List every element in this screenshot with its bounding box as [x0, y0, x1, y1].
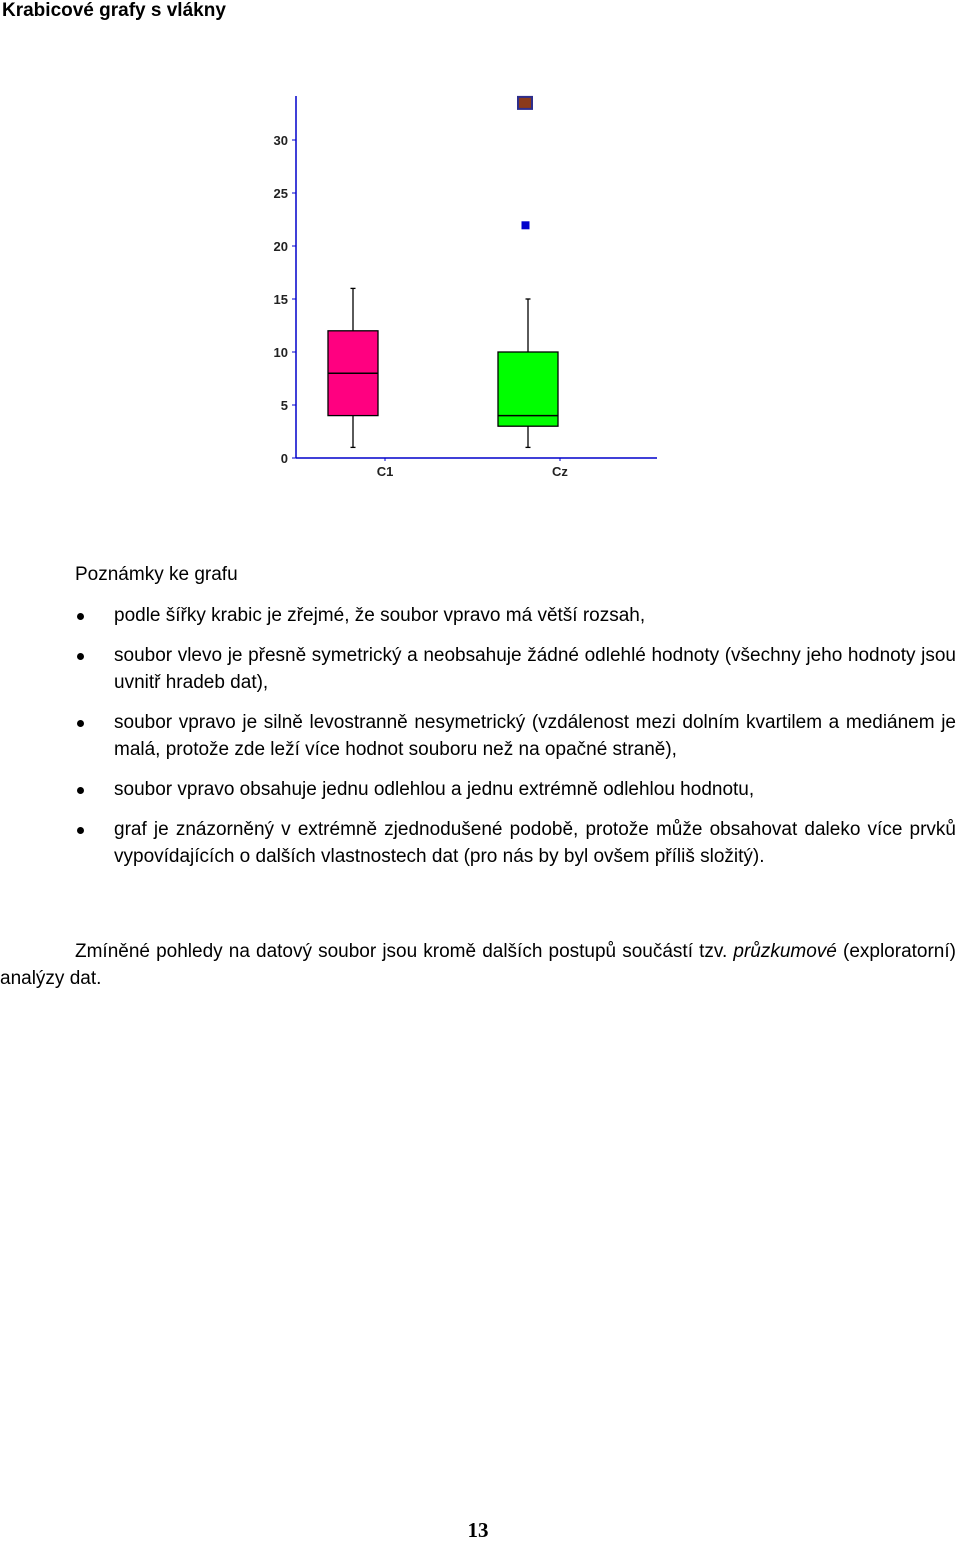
boxplot-chart: [0, 0, 960, 520]
outliers: [518, 97, 532, 229]
outlier-marker: [522, 222, 529, 229]
page-number: 13: [467, 1518, 489, 1542]
bullet-icon: [77, 653, 84, 660]
list-item: [0, 642, 960, 696]
list-item: [0, 816, 960, 870]
list-item: [0, 776, 960, 803]
y-axis: [274, 96, 296, 466]
bullet-icon: [77, 720, 84, 727]
boxes: [328, 288, 558, 447]
bullet-icon: [77, 787, 84, 794]
x-axis: [296, 458, 657, 479]
closing-emphasis: průzkumové: [733, 941, 837, 962]
closing-paragraph: [0, 938, 956, 992]
y-tick-label: 10: [273, 345, 288, 360]
list-item-text: soubor vpravo je silně levostranně nesymetrický (vzdálenost mezi dolním kvartilem a mediánem je malá, protože zde leží více hodnot souboru než na opačné straně),: [114, 712, 956, 760]
list-item: [0, 709, 960, 763]
list-item-text: soubor vlevo je přesně symetrický a neobsahuje žádné odlehlé hodnoty (všechny jeho hodnoty jsou uvnitř hradeb dat),: [114, 645, 956, 693]
list-item-text: graf je znázorněný v extrémně zjednodušené podobě, protože může obsahovat daleko více prvků vypovídajících o dalších vlastnostech dat (pro nás by byl ovšem příliš složitý).: [114, 819, 956, 867]
notes-list: [0, 602, 960, 883]
notes-heading: Poznámky ke grafu: [75, 564, 238, 585]
extreme-outlier-marker: [518, 97, 532, 109]
x-tick-label: C1: [376, 464, 394, 479]
y-tick-label: 25: [273, 186, 288, 201]
y-tick-label: 0: [280, 451, 288, 466]
bullet-icon: [77, 613, 84, 620]
bullet-icon: [77, 827, 84, 834]
y-tick-label: 15: [273, 292, 288, 307]
section-title: Krabicové grafy s vlákny: [2, 0, 226, 21]
list-item-text: soubor vpravo obsahuje jednu odlehlou a jednu extrémně odlehlou hodnotu,: [114, 779, 755, 800]
y-tick-label: 20: [273, 239, 288, 254]
list-item: [0, 602, 960, 629]
closing-text: Zmíněné pohledy na datový soubor jsou kromě dalších postupů součástí tzv.: [75, 941, 734, 962]
closing-text-end: (exploratorní) analýzy dat.: [0, 941, 956, 989]
list-item-text: podle šířky krabic je zřejmé, že soubor vpravo má větší rozsah,: [114, 605, 646, 626]
y-tick-label: 5: [280, 398, 288, 413]
x-tick-label: Cz: [552, 464, 568, 479]
y-tick-label: 30: [273, 133, 288, 148]
